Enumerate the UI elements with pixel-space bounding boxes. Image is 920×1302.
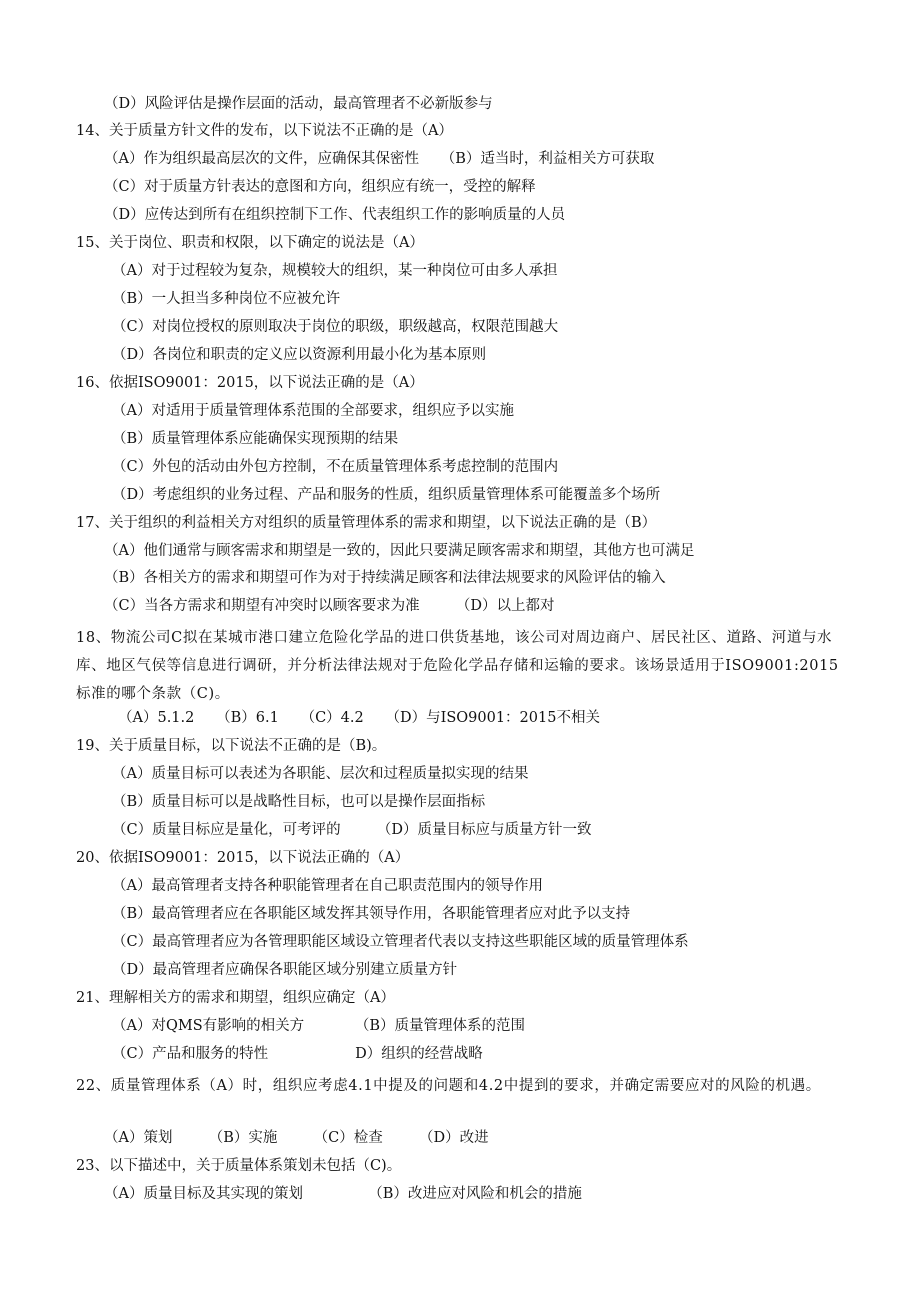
options-18: （A）5.1.2 （B）6.1 （C）4.2 （D）与ISO9001：2015不相关 [118, 710, 600, 726]
option-13d: （D）风险评估是操作层面的活动，最高管理者不必新版参与 [104, 96, 493, 112]
question-18: 18、物流公司C拟在某城市港口建立危险化学品的进口供货基地，该公司对周边商户、居民社区、道路、河道与水库、地区气侯等信息进行调研，并分析法律法规对于危险化学品存储和运输的要求。该场景适用于ISO9001:2015标准的哪个条款（C)。 [76, 630, 839, 702]
option-17a: （A）他们通常与顾客需求和期望是一致的，因此只要满足顾客需求和期望，其他方也可满足 [104, 543, 695, 559]
option-16d: （D）考虑组织的业务过程、产品和服务的性质，组织质量管理体系可能覆盖多个场所 [112, 487, 661, 503]
option-15b: （B）一人担当多种岗位不应被允许 [112, 291, 341, 307]
option-20c: （C）最高管理者应为各管理职能区域设立管理者代表以支持这些职能区域的质量管理体系 [112, 934, 689, 950]
option-19c-19d: （C）质量目标应是量化，可考评的 （D）质量目标应与质量方针一致 [112, 822, 592, 838]
option-20d: （D）最高管理者应确保各职能区域分别建立质量方针 [112, 962, 458, 978]
question-23: 23、以下描述中，关于质量体系策划未包括（C)。 [76, 1158, 402, 1174]
question-21: 21、理解相关方的需求和期望，组织应确定（A） [76, 990, 395, 1006]
question-17: 17、关于组织的利益相关方对组织的质量管理体系的需求和期望，以下说法正确的是（B） [76, 515, 657, 531]
option-15a: （A）对于过程较为复杂，规模较大的组织，某一种岗位可由多人承担 [112, 263, 558, 279]
option-15c: （C）对岗位授权的原则取决于岗位的职级，职级越高，权限范围越大 [112, 319, 559, 335]
option-14a-14b: （A）作为组织最高层次的文件，应确保其保密性 （B）适当时，利益相关方可获取 [104, 151, 655, 167]
option-15d: （D）各岗位和职责的定义应以资源利用最小化为基本原则 [112, 347, 487, 363]
option-17b: （B）各相关方的需求和期望可作为对于持续满足顾客和法律法规要求的风险评估的输入 [104, 570, 666, 586]
option-14c: （C）对于质量方针表达的意图和方向，组织应有统一，受控的解释 [104, 179, 536, 195]
option-20a: （A）最高管理者支持各种职能管理者在自己职责范围内的领导作用 [112, 878, 543, 894]
option-14d: （D）应传达到所有在组织控制下工作、代表组织工作的影响质量的人员 [104, 207, 566, 223]
option-21c-21d: （C）产品和服务的特性 D）组织的经营战略 [112, 1046, 483, 1062]
option-16c: （C）外包的活动由外包方控制，不在质量管理体系考虑控制的范围内 [112, 459, 559, 475]
option-19b: （B）质量目标可以是战略性目标，也可以是操作层面指标 [112, 794, 486, 810]
question-14: 14、关于质量方针文件的发布，以下说法不正确的是（A） [76, 123, 453, 139]
option-20b: （B）最高管理者应在各职能区域发挥其领导作用，各职能管理者应对此予以支持 [112, 906, 631, 922]
option-16a: （A）对适用于质量管理体系范围的全部要求，组织应予以实施 [112, 403, 514, 419]
option-17c-17d: （C）当各方需求和期望有冲突时以顾客要求为准 （D）以上都对 [104, 598, 555, 614]
options-22: （A）策划 （B）实施 （C）检查 （D）改进 [104, 1130, 489, 1146]
question-22: 22、质量管理体系（A）时，组织应考虑4.1中提及的问题和4.2中提到的要求，并确定需要应对的风险的机遇。 [76, 1078, 821, 1094]
option-23a-23b: （A）质量目标及其实现的策划 （B）改进应对风险和机会的措施 [104, 1186, 582, 1202]
option-16b: （B）质量管理体系应能确保实现预期的结果 [112, 431, 399, 447]
question-15: 15、关于岗位、职责和权限，以下确定的说法是（A） [76, 235, 424, 251]
option-19a: （A）质量目标可以表述为各职能、层次和过程质量拟实现的结果 [112, 766, 529, 782]
question-20: 20、依据ISO9001：2015，以下说法正确的（A） [76, 850, 410, 866]
question-19: 19、关于质量目标，以下说法不正确的是（B)。 [76, 738, 387, 754]
option-21a-21b: （A）对QMS有影响的相关方 （B）质量管理体系的范围 [112, 1018, 526, 1034]
question-16: 16、依据ISO9001：2015，以下说法正确的是（A） [76, 375, 424, 391]
